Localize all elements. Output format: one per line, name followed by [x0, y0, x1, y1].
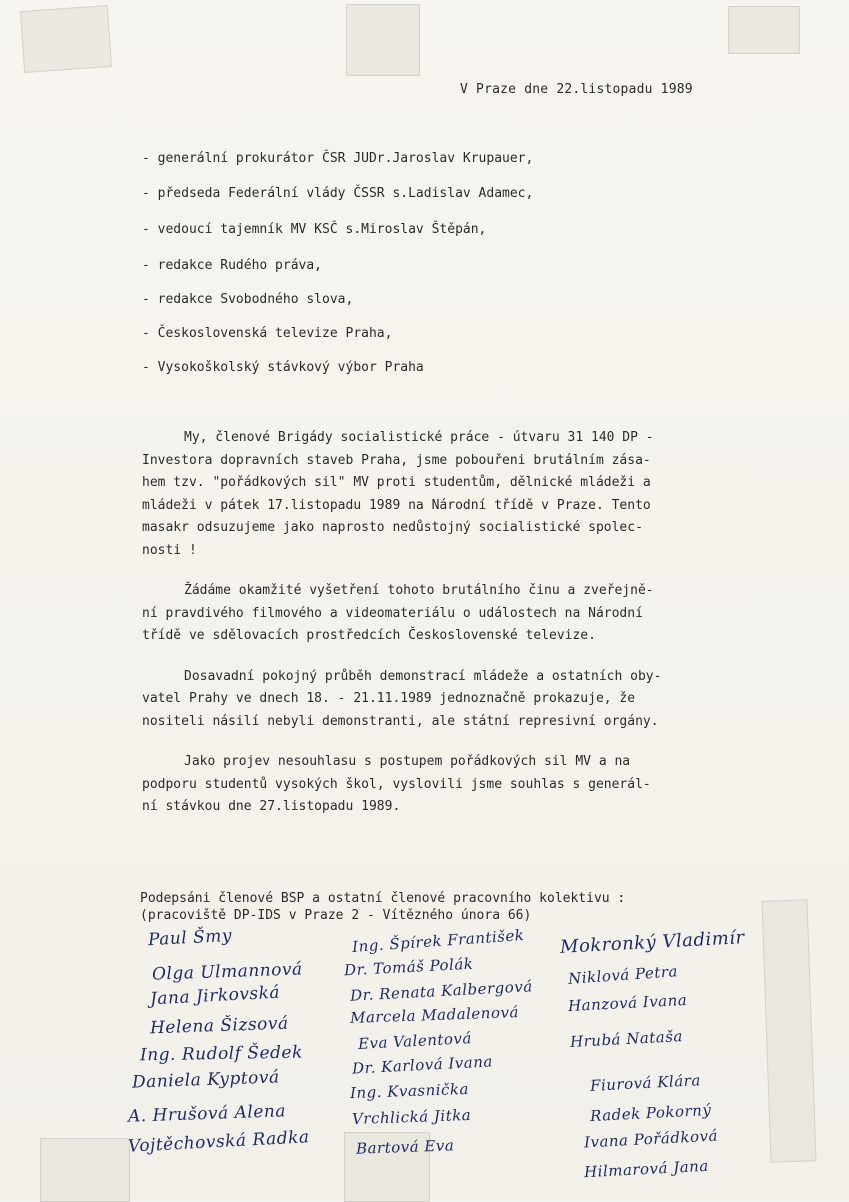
- handwritten-signature: Paul Šmy: [147, 925, 233, 951]
- handwritten-signature: Hanzová Ivana: [567, 990, 688, 1016]
- handwritten-signature: Olga Ulmannová: [151, 959, 303, 985]
- signatures-header-line: Podepsáni členové BSP a ostatní členové pracovního kolektivu :: [140, 891, 626, 906]
- recipient-line: - Československá televize Praha,: [142, 326, 393, 341]
- handwritten-signature: Bartová Eva: [355, 1136, 455, 1158]
- paragraph: [142, 666, 742, 734]
- tape-strip: [728, 6, 800, 54]
- handwritten-signature: Marcela Madalenová: [349, 1003, 520, 1027]
- letter-body: [142, 427, 742, 837]
- date-line: V Praze dne 22.listopadu 1989: [460, 82, 693, 97]
- recipient-line: - předseda Federální vlády ČSSR s.Ladislav Adamec,: [142, 186, 534, 201]
- handwritten-signature: A. Hrušová Alena: [127, 1101, 287, 1127]
- recipient-line: - vedoucí tajemník MV KSČ s.Miroslav Štěpán,: [142, 222, 487, 237]
- text-line: masakr odsuzujeme jako naprosto nedůstojný socialistické spolec-: [142, 520, 643, 535]
- handwritten-signature: Daniela Kyptová: [131, 1067, 280, 1093]
- text-line: nosti !: [142, 542, 197, 558]
- text-line: Žádáme okamžité vyšetření tohoto brutálního činu a zveřejně-: [184, 583, 654, 598]
- text-line: nositeli násilí nebyli demonstranti, ale státní represivní orgány.: [142, 713, 659, 729]
- handwritten-signature: Dr. Renata Kalbergová: [349, 977, 534, 1005]
- handwritten-signature: Radek Pokorný: [589, 1100, 712, 1126]
- recipient-line: - redakce Rudého práva,: [142, 258, 323, 273]
- handwritten-signature: Hilmarová Jana: [583, 1156, 710, 1182]
- paragraph: [142, 580, 742, 648]
- handwritten-signature: Mokronký Vladimír: [559, 927, 746, 958]
- handwritten-signature: Fiurová Klára: [589, 1071, 702, 1095]
- text-line: mládeži v pátek 17.listopadu 1989 na Národní třídě v Praze. Tento: [142, 497, 651, 513]
- text-line: Investora dopravních staveb Praha, jsme pobouřeni brutálním zása-: [142, 452, 651, 468]
- text-line: hem tzv. "pořádkových sil" MV proti studentům, dělnické mládeži a: [142, 475, 651, 490]
- handwritten-signature: Ing. Špírek František: [351, 926, 525, 956]
- recipient-line: - redakce Svobodného slova,: [142, 292, 354, 307]
- handwritten-signature: Jana Jirkovská: [149, 982, 281, 1010]
- text-line: Dosavadní pokojný průběh demonstrací mládeže a ostatních oby-: [184, 668, 662, 684]
- text-line: ní pravdivého filmového a videomateriálu o událostech na Národní: [142, 605, 643, 621]
- handwritten-signature: Hrubá Nataša: [569, 1027, 684, 1051]
- signatures-header-line: (pracoviště DP-IDS v Praze 2 - Vítězného února 66): [140, 908, 532, 923]
- handwritten-signature: Vojtěchovská Radka: [127, 1127, 311, 1157]
- paragraph: [142, 751, 742, 819]
- text-line: vatel Prahy ve dnech 18. - 21.11.1989 jednoznačně prokazuje, že: [142, 691, 636, 706]
- handwritten-signature: Dr. Karlová Ivana: [351, 1052, 494, 1078]
- tape-strip: [40, 1138, 130, 1202]
- text-line: podporu studentů vysokých škol, vyslovili jsme souhlas s generál-: [142, 776, 651, 792]
- tape-strip: [20, 5, 112, 73]
- handwritten-signature: Ing. Rudolf Šedek: [139, 1042, 303, 1066]
- recipient-line: - Vysokoškolský stávkový výbor Praha: [142, 360, 424, 375]
- handwritten-signature: Ing. Kvasnička: [349, 1079, 470, 1103]
- text-line: třídě ve sdělovacích prostředcích Československé televize.: [142, 628, 596, 643]
- tape-strip: [761, 899, 816, 1162]
- text-line: ní stávkou dne 27.listopadu 1989.: [142, 799, 401, 814]
- text-line: My, členové Brigády socialistické práce - útvaru 31 140 DP -: [184, 430, 654, 445]
- signatures-header: [140, 890, 625, 924]
- recipient-line: - generální prokurátor ČSR JUDr.Jaroslav Krupauer,: [142, 151, 534, 166]
- handwritten-signature: Dr. Tomáš Polák: [343, 954, 474, 980]
- handwritten-signature: Niklová Petra: [567, 962, 679, 988]
- handwritten-signature: Helena Šizsová: [149, 1013, 289, 1039]
- tape-strip: [346, 4, 420, 76]
- text-line: Jako projev nesouhlasu s postupem pořádkových sil MV a na: [184, 754, 631, 769]
- paragraph: [142, 427, 742, 562]
- handwritten-signature: Eva Valentová: [357, 1029, 473, 1053]
- handwritten-signature: Vrchlická Jitka: [351, 1105, 472, 1129]
- handwritten-signature: Ivana Pořádková: [583, 1126, 719, 1152]
